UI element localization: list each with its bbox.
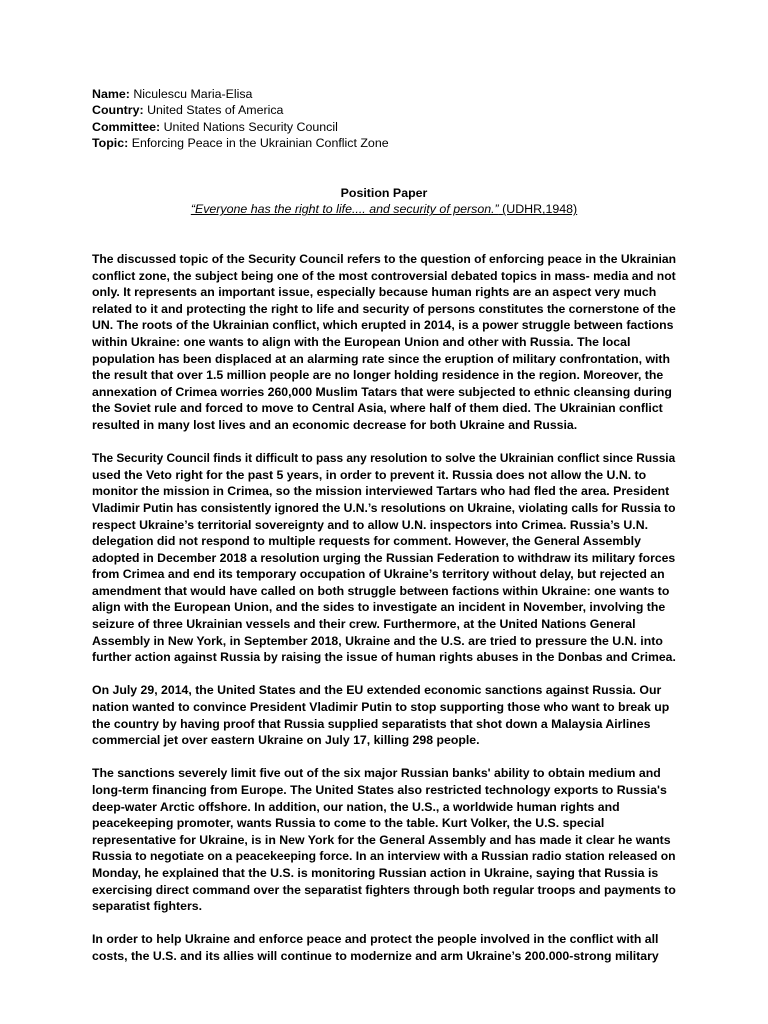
paragraph-line: the Soviet rule and forced to move to Central Asia, where half of them died. The Ukrainian conflict (92, 401, 663, 416)
paragraph-line: UN. The roots of the Ukrainian conflict, which erupted in 2014, is a power struggle between factions (92, 318, 674, 333)
paragraph-line: On July 29, 2014, the United States and the EU extended economic sanctions against Russia. Our (92, 683, 662, 698)
name-value: Niculescu Maria-Elisa (133, 87, 253, 101)
paragraph-line: costs, the U.S. and its allies will continue to modernize and arm Ukraine’s 200.000-strong military (92, 948, 659, 963)
paragraph-line: Assembly in New York, in September 2018, Ukraine and the U.S. are tried to pressure the U.N. into (92, 633, 663, 648)
epigraph-source: (UDHR,1948) (502, 202, 578, 217)
title-block (92, 185, 676, 218)
paragraph-line: align with the European Union, and the sides to investigate an incident in November, involving the (92, 600, 666, 615)
paragraph-line: from Crimea and end its temporary occupation of Ukraine’s territory without delay, but rejected an (92, 567, 665, 582)
paragraph-line: The Security Council finds it difficult to pass any resolution to solve the Ukrainian conflict since Russia (92, 451, 676, 466)
paragraph-line: seizure of three Ukrainian vessels and their crew. Furthermore, at the United Nations General (92, 617, 636, 632)
paragraph-line: related to it and protecting the right to life and security of persons constitutes the cornerstone of the (92, 301, 676, 316)
body-paragraph (92, 450, 676, 666)
topic-line (92, 135, 692, 151)
paragraph-line: amendment that would have called on both struggle between factions within Ukraine: one wants to (92, 583, 670, 598)
body-paragraph (92, 251, 676, 434)
country-line (92, 102, 692, 118)
paragraph-line: The sanctions severely limit five out of the six major Russian banks' ability to obtain medium and (92, 766, 661, 781)
paragraph-line: only. It represents an important issue, especially because human rights are an aspect very much (92, 285, 657, 300)
body-text (92, 251, 676, 981)
paragraph-line: exercising direct command over the separatist fighters through both regular troops and payments to (92, 882, 676, 897)
paragraph-line: adopted in December 2018 a resolution urging the Russian Federation to withdraw its military forces (92, 550, 676, 565)
country-value: United States of America (147, 103, 284, 118)
paragraph-line: within Ukraine: one wants to align with the European Union and other with Russia. The local (92, 334, 631, 349)
paragraph-line: peacekeeping promoter, wants Russia to come to the table. Kurt Volker, the U.S. special (92, 816, 605, 831)
paragraph-line: resulted in many lost lives and an economic decrease for both Ukraine and Russia. (92, 417, 578, 432)
paragraph-line: long-term financing from Europe. The United States also restricted technology exports to Russia's (92, 783, 667, 797)
paragraph-line: delegation did not respond to multiple requests for comment. However, the General Assembly (92, 534, 641, 549)
paper-header (92, 86, 692, 152)
paragraph-line: monitor the mission in Crimea, so the mission interviewed Tartars who had fled the area. President (92, 484, 670, 499)
paragraph-line: population has been displaced at an alarming rate since the eruption of military confrontation, with (92, 351, 671, 366)
paragraph-line: further action against Russia by raising the issue of human rights abuses in the Donbas and Crimea. (92, 650, 676, 665)
paragraph-line: used the Veto right for the past 5 years, in order to prevent it. Russia does not allow the U.N. to (92, 467, 647, 482)
country-label: Country: (92, 103, 144, 118)
paragraph-line: Russia to negotiate on a peacekeeping force. In an interview with a Russian radio station released on (92, 849, 676, 864)
epigraph-quote: “Everyone has the right to life.... and security of person.” (190, 202, 499, 217)
paragraph-line: In order to help Ukraine and enforce peace and protect the people involved in the conflict with all (92, 932, 659, 947)
paragraph-line: Vladimir Putin has consistently ignored the U.N.’s resolutions on Ukraine, violating calls for Russia to (92, 500, 676, 515)
paragraph-line: conflict zone, the subject being one of the most controversial debated topics in mass- media and not (92, 268, 676, 283)
topic-label: Topic: (92, 136, 129, 151)
paragraph-line: respect Ukraine’s territorial sovereignty and to allow U.N. inspectors into Crimea. Russia’s U.N. (92, 517, 649, 532)
paragraph-line: representative for Ukraine, is in New York for the General Assembly and has made it clear he wants (92, 832, 671, 847)
body-paragraph (92, 931, 676, 964)
paragraph-line: The discussed topic of the Security Council refers to the question of enforcing peace in the Ukrainian (92, 252, 677, 266)
name-label: Name: (92, 87, 130, 101)
paragraph-line: Monday, he explained that the U.S. is monitoring Russian action in Ukraine, saying that Russia is (92, 865, 659, 880)
paragraph-line: separatist fighters. (92, 899, 203, 914)
committee-label: Committee: (92, 119, 161, 134)
paragraph-line: annexation of Crimea worries 260,000 Muslim Tatars that were subjected to ethnic cleansing during (92, 384, 672, 399)
topic-value: Enforcing Peace in the Ukrainian Conflict Zone (131, 136, 389, 151)
paragraph-line: the result that over 1.5 million people are no longer holding residence in the region. Moreover, the (92, 368, 664, 383)
page-title: Position Paper (340, 186, 428, 200)
body-paragraph (92, 765, 676, 914)
epigraph (92, 201, 676, 217)
paragraph-line: nation wanted to convince President Vladimir Putin to stop supporting those who want to break up (92, 700, 670, 715)
paragraph-line: the country by having proof that Russia supplied separatists that shot down a Malaysia Airlines (92, 716, 651, 731)
paragraph-line: commercial jet over eastern Ukraine on July 17, killing 298 people. (92, 733, 480, 748)
committee-line (92, 119, 692, 135)
name-line (92, 86, 692, 102)
body-paragraph (92, 682, 676, 748)
committee-value: United Nations Security Council (163, 119, 338, 134)
paragraph-line: deep-water Arctic offshore. In addition, our nation, the U.S., a worldwide human rights and (92, 799, 620, 814)
